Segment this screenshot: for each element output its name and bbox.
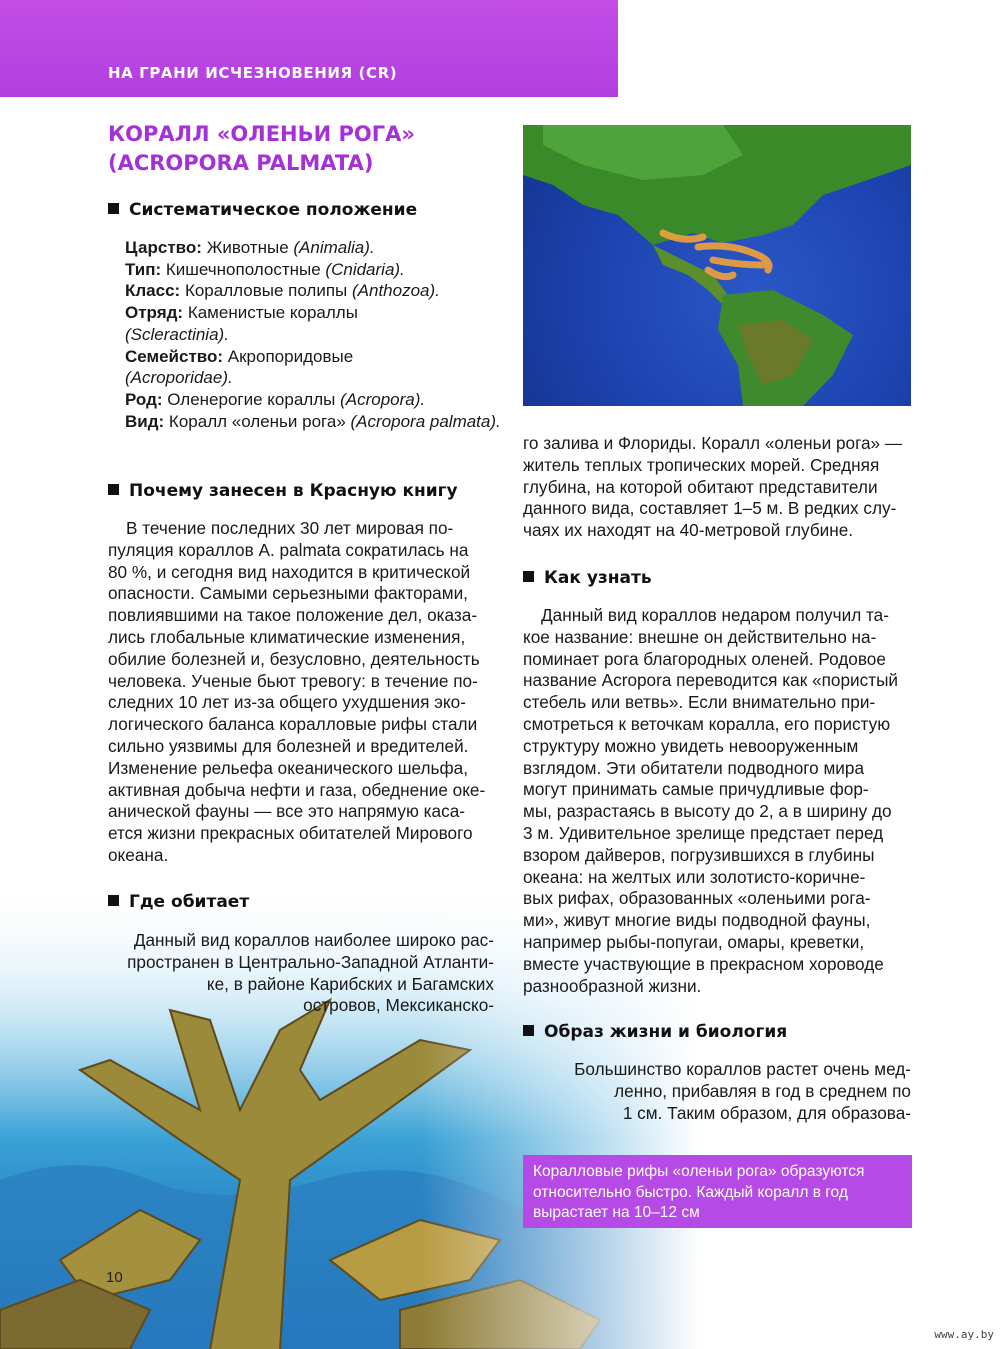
taxonomy-phylum: Тип: Кишечнополостные (Cnidaria). xyxy=(125,259,405,279)
bullet-square-icon xyxy=(108,484,119,495)
taxonomy-family: Семейство: Акропоридовые (Acroporidae). xyxy=(125,346,354,388)
taxonomy-class: Класс: Коралловые полипы (Anthozoa). xyxy=(125,281,440,301)
taxonomy-genus: Род: Оленерогие кораллы (Acropora). xyxy=(125,389,426,409)
heading-identify: Как узнать xyxy=(523,568,652,588)
map-graphic xyxy=(523,125,911,406)
distribution-map xyxy=(523,125,911,406)
page-title xyxy=(108,120,528,178)
heading-redbook: Почему занесен в Красную книгу xyxy=(108,481,458,501)
heading-biology: Образ жизни и биология xyxy=(523,1022,787,1042)
header-band xyxy=(0,0,618,97)
taxonomy-species: Вид: Коралл «оленьи рога» (Acropora palmata). xyxy=(125,411,501,431)
taxonomy-kingdom: Царство: Животные (Animalia). xyxy=(125,238,375,257)
page-number: 10 xyxy=(106,1269,123,1286)
habitat-continued-paragraph: го залива и Флориды. Коралл «оленьи рога» — житель теплых тропических морей. Средняя глубина, на которой обитают представители данного вида, составляет 1–5 м. В редких слу- чаях их находят на 40-метровой глубине. xyxy=(523,433,903,541)
section-header: НА ГРАНИ ИСЧЕЗНОВЕНИЯ (CR) xyxy=(108,64,398,82)
heading-habitat: Где обитает xyxy=(108,892,249,912)
taxonomy-order: Отряд: Каменистые кораллы (Scleractinia). xyxy=(125,303,358,344)
habitat-paragraph: Данный вид кораллов наиболее широко рас- пространен в Центрально-Западной Атланти- ке, в районе Карибских и Багамских островов, Мексиканско- xyxy=(127,930,494,1016)
redbook-paragraph: В течение последних 30 лет мировая по- пуляция кораллов A. palmata сократилась на 80 %, и сегодня вид находится в критической опасности. Самыми серьезными факторами, повлиявшими на такое положение дел, оказа- лись глобальные климатические изменения, обилие болезней и, безусловно, деятельность человека. Ученые бьют тревогу: в течение по- следних 10 лет из-за общего ухудшения эко- логического баланса коралловые рифы стали сильно уязвимы для болезней и вредителей. Изменение рельефа океанического шельфа, активная добыча нефти и газа, обеднение оке- анической фауны — все это напрямую каса- ется жизни прекрасных обитателей Мирового океана. xyxy=(108,518,486,865)
bullet-square-icon xyxy=(523,571,534,582)
title-line-1: КОРАЛЛ «ОЛЕНЬИ РОГА» xyxy=(108,122,415,146)
watermark: www.ay.by xyxy=(934,1328,994,1341)
bullet-square-icon xyxy=(108,203,119,214)
heading-systematics: Систематическое положение xyxy=(108,200,417,220)
bullet-square-icon xyxy=(108,895,119,906)
taxonomy-list xyxy=(125,237,505,432)
biology-paragraph: Большинство кораллов растет очень мед- ленно, прибавляя в год в среднем по 1 см. Таким образом, для образова- xyxy=(574,1059,911,1123)
identify-paragraph: Данный вид кораллов недаром получил та- кое название: внешне он действительно на- поминает рога благородных оленей. Родовое название Acropora переводится как «пористый стебель или ветвь». Если внимательно при- смотреться к веточкам коралла, его пористую структуру можно увидеть невооруженным взглядом. Эти обитатели подводного мира могут принимать самые причудливые фор- мы, разрастаясь в высоту до 2, а в ширину до 3 м. Удивительное зрелище предстает перед взором дайверов, погрузившихся в глубины океана: на желтых или золотисто-коричне- вых рифах, образованных «оленьими рога- ми», живут многие виды подводной фауны, например рыбы-попугаи, омары, креветки, вместе участвующие в прекрасном хороводе разнообразной жизни. xyxy=(523,605,899,996)
photo-caption: Коралловые рифы «оленьи рога» образуются относительно быстро. Каждый коралл в год вырастает на 10–12 см xyxy=(523,1155,912,1228)
bullet-square-icon xyxy=(523,1025,534,1036)
title-line-2: (ACROPORA PALMATA) xyxy=(108,151,374,175)
